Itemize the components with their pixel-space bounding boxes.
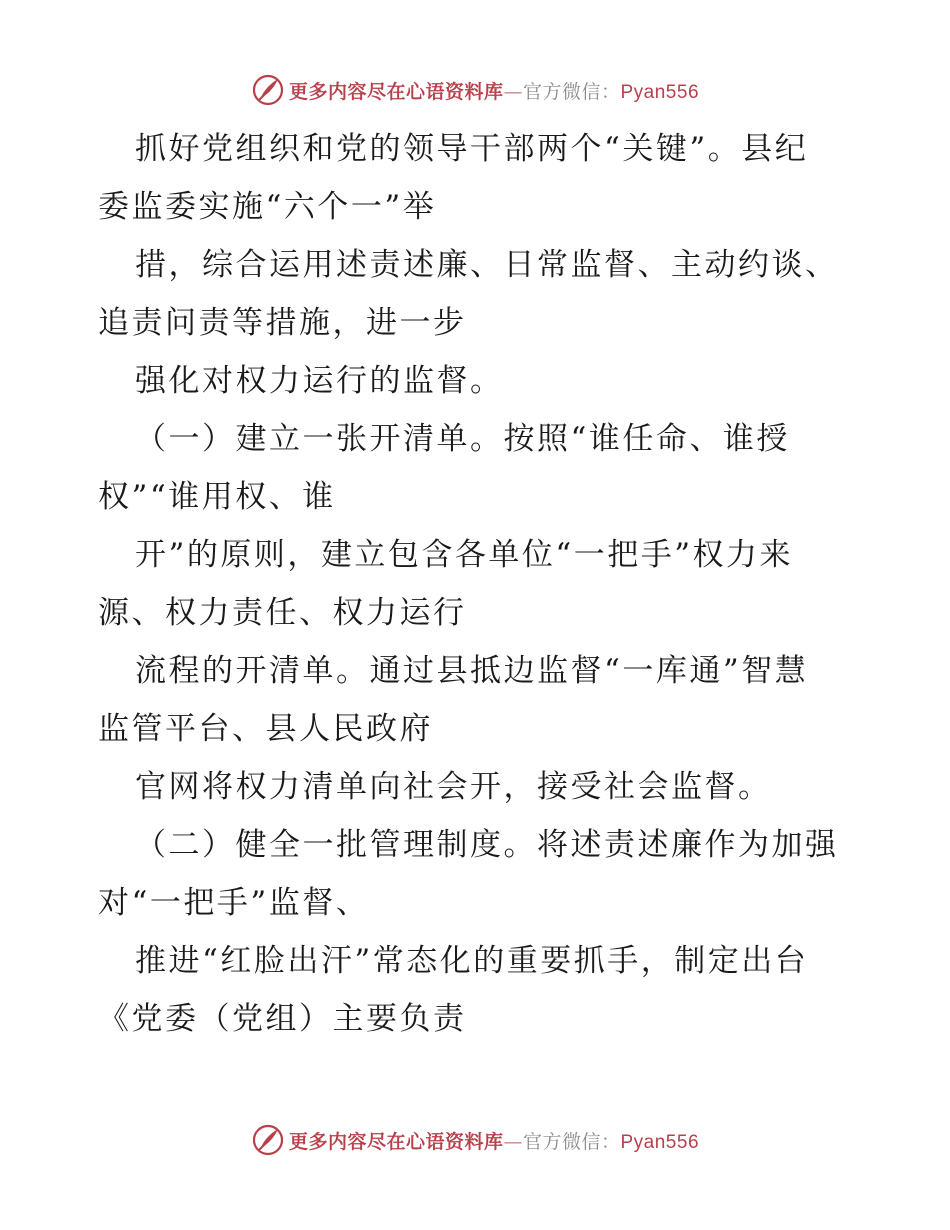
wechat-id: Pyan556 bbox=[620, 1131, 700, 1153]
footer-watermark bbox=[0, 1120, 950, 1160]
quill-pen-logo-icon bbox=[251, 1123, 285, 1157]
header-watermark-text bbox=[289, 77, 699, 104]
body-line-9: 源、权力责任、权力运行 bbox=[98, 595, 467, 631]
body-line-16: 《党委（党组）主要负责 bbox=[98, 1001, 467, 1037]
separator-dash: — bbox=[503, 1130, 523, 1153]
body-line-11: 监管平台、县人民政府 bbox=[98, 711, 433, 747]
wechat-label: 官方微信： bbox=[522, 1130, 621, 1153]
quill-pen-logo-icon bbox=[251, 73, 285, 107]
separator-dash: — bbox=[503, 80, 523, 103]
body-line-12: 官网将权力清单向社会开，接受社会监督。 bbox=[135, 769, 772, 805]
body-line-3: 措，综合运用述责述廉、日常监督、主动约谈、 bbox=[135, 247, 839, 283]
footer-watermark-text bbox=[289, 1127, 699, 1154]
body-line-15: 推进“红脸出汗”常态化的重要抓手，制定出台 bbox=[135, 943, 809, 979]
header-watermark bbox=[0, 70, 950, 110]
body-line-7: 权”“谁用权、谁 bbox=[98, 479, 336, 515]
wechat-id: Pyan556 bbox=[620, 81, 700, 103]
body-line-1: 抓好党组织和党的领导干部两个“关键”。县纪 bbox=[135, 131, 809, 167]
document-body bbox=[98, 120, 858, 1048]
site-name: 更多内容尽在心语资料库 bbox=[288, 80, 504, 103]
site-name: 更多内容尽在心语资料库 bbox=[288, 1130, 504, 1153]
body-line-4: 追责问责等措施，进一步 bbox=[98, 305, 467, 341]
body-line-10: 流程的开清单。通过县抵边监督“一库通”智慧 bbox=[135, 653, 809, 689]
body-line-6: （一）建立一张开清单。按照“谁任命、谁授 bbox=[135, 421, 790, 457]
body-line-8: 开”的原则，建立包含各单位“一把手”权力来 bbox=[135, 537, 794, 573]
body-line-13: （二）健全一批管理制度。将述责述廉作为加强 bbox=[135, 827, 839, 863]
body-line-5: 强化对权力运行的监督。 bbox=[135, 363, 504, 399]
body-line-2: 委监委实施“六个一”举 bbox=[98, 189, 437, 225]
body-line-14: 对“一把手”监督、 bbox=[98, 885, 370, 921]
wechat-label: 官方微信： bbox=[522, 80, 621, 103]
